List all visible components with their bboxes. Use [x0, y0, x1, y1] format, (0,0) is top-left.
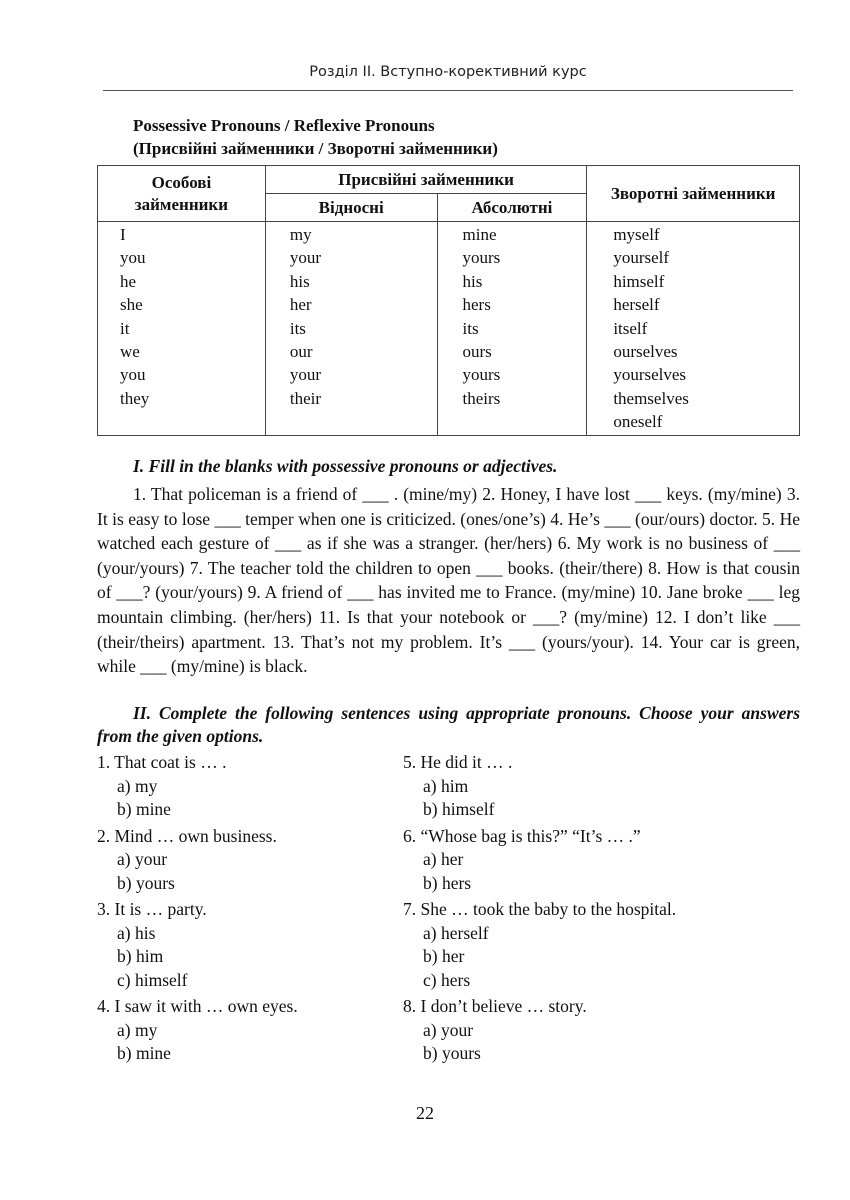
question-item [97, 825, 417, 896]
question-item [403, 898, 723, 992]
answer-option: a) her [423, 849, 464, 869]
answer-option: b) her [423, 946, 465, 966]
question-item [403, 995, 723, 1066]
pronoun-item: yours [462, 248, 501, 268]
pronoun-item: his [289, 271, 310, 291]
answer-option: b) him [117, 946, 164, 966]
exercise-2-title: II. Complete the following sentences using appropriate pronouns. Choose your answers from the given options. [97, 703, 800, 746]
header-reflexive: Зворотні займенники [587, 166, 800, 222]
answer-option: b) yours [423, 1043, 481, 1063]
absolute-list [463, 223, 586, 410]
pronoun-item: itself [613, 318, 648, 338]
header-absolute: Абсолютні [437, 194, 587, 222]
relative-list [290, 223, 436, 410]
question-text: 3. It is … party. [97, 899, 207, 919]
pronoun-item: she [120, 295, 143, 315]
question-text: 1. That coat is … . [97, 752, 227, 772]
header-possessive: Присвійні займенники [265, 166, 586, 194]
pronoun-item: herself [613, 295, 660, 315]
pronoun-item: yourselves [613, 365, 687, 385]
question-item [97, 751, 417, 822]
exercise-1-title: I. Fill in the blanks with possessive pronouns or adjectives. [133, 456, 558, 476]
table-title [133, 114, 498, 160]
pronouns-table [97, 165, 800, 436]
page-number: 22 [416, 1103, 434, 1123]
table-title-en: Possessive Pronouns / Reflexive Pronouns [133, 116, 435, 135]
answer-option: b) mine [117, 1043, 171, 1063]
question-item [403, 825, 723, 896]
reflexive-list [613, 223, 798, 434]
answer-option: a) herself [423, 922, 489, 943]
table-title-uk: (Присвійні займенники / Зворотні займенники) [133, 139, 498, 158]
pronoun-item: himself [613, 271, 665, 291]
pronoun-item: you [120, 248, 146, 268]
pronoun-item: mine [462, 225, 497, 244]
personal-list [120, 223, 264, 410]
question-item [97, 898, 417, 992]
header-relative: Відносні [265, 194, 437, 222]
running-header: Розділ II. Вступно-корективний курс [309, 64, 587, 80]
pronoun-item: her [289, 295, 312, 315]
pronoun-item: he [120, 271, 137, 291]
exercise-1-text: 1. That policeman is a friend of ___ . (mine/my) 2. Honey, I have lost ___ keys. (my/mine) 3. It is easy to lose ___ temper when one is criticized. (ones/one’s) 4. He’s ___ (our/ours) doctor. 5. He watched each gesture of ___ as if she was a stranger. (her/hers) 6. My work is no business of ___ (your/yours) 7. The teacher told the children to open ___ books. (their/there) 8. How is that cousin of ___? (your/yours) 9. A friend of ___ has invited me to France. (my/mine) 10. Jane broke ___ leg mountain climbing. (her/hers) 11. Is that your notebook or ___? (my/mine) 12. I don’t like ___ (their/theirs) apartment. 13. That’s not my problem. It’s ___ (yours/your). 14. Your car is green, while ___ (my/mine) is black. [97, 484, 800, 677]
pronoun-item: oneself [613, 412, 663, 432]
pronoun-item: its [289, 318, 306, 338]
question-text: 6. “Whose bag is this?” “It’s … .” [403, 825, 641, 846]
pronoun-item: myself [613, 225, 660, 244]
pronoun-item: its [462, 318, 479, 338]
pronoun-item: ours [462, 342, 492, 362]
pronoun-item: hers [462, 295, 491, 315]
answer-option: b) hers [423, 872, 472, 893]
pronoun-item: themselves [613, 388, 689, 408]
pronoun-item: yourself [613, 248, 670, 268]
pronoun-item: we [120, 342, 140, 362]
pronoun-item: yours [462, 365, 501, 385]
pronoun-item: your [289, 365, 322, 385]
pronoun-item: your [289, 248, 322, 268]
header-personal: Особові займенники [98, 166, 266, 222]
question-item [403, 751, 723, 822]
question-text: 4. I saw it with … own eyes. [97, 996, 298, 1016]
pronoun-item: their [289, 388, 321, 408]
answer-option: a) him [423, 775, 469, 796]
answer-option: a) your [423, 1019, 474, 1040]
pronoun-item: you [120, 365, 146, 385]
pronoun-item: ourselves [613, 342, 678, 362]
answer-option: b) mine [117, 799, 171, 819]
exercise-2-right-column [403, 751, 723, 1069]
answer-option: a) his [117, 922, 156, 943]
pronoun-item: I [120, 225, 126, 244]
header-divider [103, 90, 793, 91]
pronoun-item: my [289, 225, 312, 244]
answer-option: a) your [117, 849, 168, 869]
pronoun-item: his [462, 271, 483, 291]
question-item [97, 995, 417, 1066]
question-text: 7. She … took the baby to the hospital. [403, 899, 677, 919]
answer-option: a) my [117, 1019, 158, 1040]
answer-option: b) himself [423, 799, 495, 819]
pronoun-item: theirs [462, 388, 501, 408]
answer-option: b) yours [117, 872, 175, 893]
answer-option: c) hers [423, 969, 471, 990]
question-text: 5. He did it … . [403, 752, 513, 772]
pronoun-item: our [289, 342, 313, 362]
question-text: 8. I don’t believe … story. [403, 996, 587, 1016]
answer-option: a) my [117, 775, 158, 796]
pronoun-item: they [120, 388, 150, 408]
exercise-2-left-column [97, 751, 417, 1069]
question-text: 2. Mind … own business. [97, 825, 277, 846]
answer-option: c) himself [117, 969, 188, 990]
pronoun-item: it [120, 318, 130, 338]
